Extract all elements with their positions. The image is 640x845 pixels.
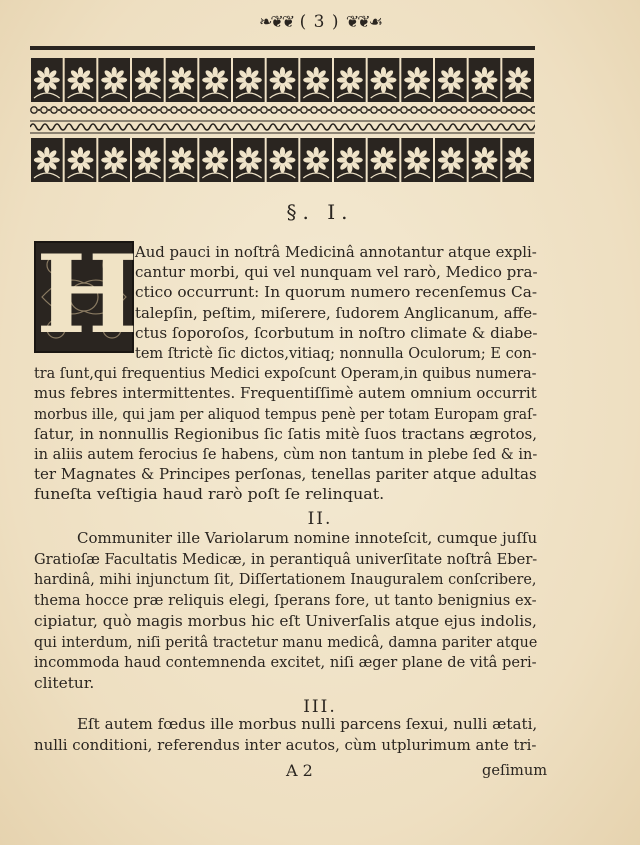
floral-row-icon xyxy=(30,56,535,104)
chain-border xyxy=(30,104,535,116)
section-title: §. I. xyxy=(286,200,354,224)
wave-row-icon xyxy=(30,120,535,134)
text-line: Communiter ille Variolarum nomine innoteſcit, cumque juſſu xyxy=(77,530,538,547)
catchword: geſimum xyxy=(482,762,548,779)
decorated-initial xyxy=(34,232,139,358)
text-line: qui interdum, niſi peritâ tractetur manu medicâ, damna pariter atque xyxy=(34,633,538,651)
text-line: Eſt autem fœdus ille morbus nulli parcens ſexui, nulli ætati, xyxy=(77,716,538,733)
drop-cap-letter: H xyxy=(36,232,139,358)
text-line: ter Magnates & Principes perſonas, tenellas pariter atque adultas xyxy=(34,466,537,484)
text-line: tem ſtrictè ſic dictos,vitiaq; nonnulla Oculorum; E con- xyxy=(135,345,537,362)
heading-2: II. xyxy=(307,509,333,529)
page-header xyxy=(0,12,640,32)
signature-mark: A 2 xyxy=(286,761,313,780)
wave-border xyxy=(30,120,535,134)
top-rule xyxy=(30,46,535,50)
text-line: in aliis autem ferocius ſe habens, cùm non tantum in plebe ſed & in- xyxy=(34,446,538,463)
text-line: clitetur. xyxy=(34,674,95,692)
chain-row-icon xyxy=(30,104,535,116)
text-line: Gratioſæ Facultatis Medicæ, in perantiquâ univerſitate noſtrâ Eber- xyxy=(34,550,538,568)
text-line: tra ſunt,qui frequentius Medici expoſcunt Operam,in quibus numera- xyxy=(34,365,537,383)
text-line: talepſin, peſtim, miſerere, ſudorem Anglicanum, affe- xyxy=(135,304,538,322)
text-line: thema hocce præ reliquis elegi, ſperans fore, ut tanto benignius ex- xyxy=(34,592,537,610)
floral-row-icon xyxy=(30,136,535,184)
floral-border-top xyxy=(30,56,535,104)
text-line: ſatur, in nonnullis Regionibus ſic ſatis mitè ſuos tractans ægrotos, xyxy=(34,425,538,443)
text-line: incommoda haud contemnenda excitet, niſi æger plane de vitâ peri- xyxy=(34,654,537,672)
text-line: funeſta veſtigia haud rarò poſt ſe relinquat. xyxy=(34,486,385,504)
text-line: nulli conditioni, referendus inter acutos, cùm utplurimum ante tri- xyxy=(34,736,537,754)
text-line: ctus ſoporoſos, ſcorbutum in noſtro climate & diabe- xyxy=(135,324,538,342)
text-line: ctico occurrunt: In quorum numero recenſemus Ca- xyxy=(135,284,538,302)
floral-border-bottom xyxy=(30,136,535,184)
text-line: cantur morbi, qui vel nunquam vel rarò, Medico pra- xyxy=(135,264,538,282)
text-line: morbus ille, qui jam per aliquod tempus penè per totam Europam graſ- xyxy=(34,405,537,423)
heading-3: III. xyxy=(303,697,337,717)
header-ornament-left: ❧❦❦ xyxy=(258,12,294,31)
text-line: hardinâ, mihi injunctum ſit, Diſſertationem Inauguralem conſcribere, xyxy=(34,571,537,589)
page-number: ( 3 ) xyxy=(299,12,340,32)
text-line: mus febres intermittentes. Frequentiſſimè autem omnium occurrit xyxy=(34,385,537,403)
text-line: cipiatur, quò magis morbus hic eſt Univerſalis atque ejus indolis, xyxy=(34,612,537,630)
text-line: Aud pauci in noſtrâ Medicinâ annotantur atque expli- xyxy=(135,244,537,261)
header-ornament-right: ❦❦☙ xyxy=(345,12,382,31)
